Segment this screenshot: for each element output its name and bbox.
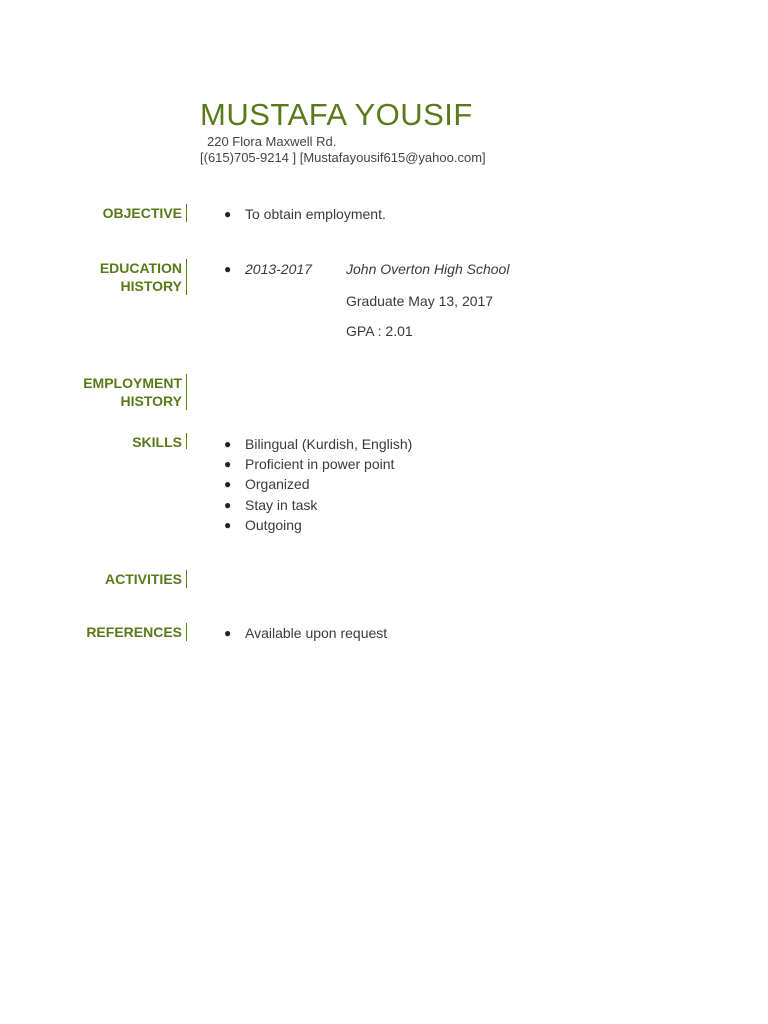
list-item-text: Available upon request	[245, 625, 388, 641]
section-divider	[186, 433, 187, 449]
education-graduation: Graduate May 13, 2017	[346, 293, 494, 309]
section-label-skills: SKILLS	[132, 434, 182, 450]
section-label-objective: OBJECTIVE	[102, 205, 182, 221]
bullet-icon: ●	[224, 262, 232, 276]
list-item	[220, 474, 412, 494]
list-item-text: Bilingual (Kurdish, English)	[245, 436, 413, 452]
resume-name: MUSTAFA YOUSIF	[200, 97, 473, 132]
list-item	[220, 495, 412, 515]
list-item-text: Stay in task	[245, 496, 318, 513]
objective-list	[220, 204, 386, 224]
list-item-text: Organized	[245, 476, 310, 493]
education-school: John Overton High School	[346, 261, 510, 277]
bullet-icon: ●	[224, 517, 232, 532]
education-gpa: GPA : 2.01	[346, 323, 413, 339]
list-item-text: Proficient in power point	[245, 456, 395, 473]
address: 220 Flora Maxwell Rd.	[207, 134, 337, 149]
section-label-line: EDUCATION	[99, 260, 182, 276]
section-label-line: HISTORY	[120, 278, 182, 294]
section-label-line: HISTORY	[120, 393, 182, 409]
bullet-icon: ●	[224, 457, 232, 472]
section-label-education	[100, 259, 182, 295]
list-item	[220, 515, 412, 535]
references-list	[220, 623, 387, 643]
section-divider	[186, 570, 187, 588]
section-label-employment	[83, 374, 182, 410]
bullet-icon: ●	[224, 477, 232, 492]
bullet-icon: ●	[224, 626, 232, 640]
list-item	[220, 454, 412, 474]
list-item	[220, 623, 387, 643]
list-item-text: Outgoing	[245, 516, 302, 533]
bullet-icon: ●	[224, 207, 232, 221]
section-divider	[186, 204, 187, 222]
section-divider	[186, 374, 187, 410]
list-item	[220, 434, 412, 454]
list-item-text: To obtain employment.	[245, 206, 386, 222]
skills-list	[220, 434, 412, 535]
bullet-icon: ●	[224, 437, 232, 451]
bullet-icon: ●	[224, 497, 232, 512]
section-divider	[186, 623, 187, 641]
section-divider	[186, 259, 187, 295]
contact-info: [(615)705-9214 ] [Mustafayousif615@yahoo.com]	[200, 150, 486, 165]
section-label-line: EMPLOYMENT	[83, 375, 182, 391]
list-item	[220, 204, 386, 224]
section-label-references: REFERENCES	[86, 624, 182, 640]
education-years: 2013-2017	[245, 261, 312, 277]
section-label-activities: ACTIVITIES	[104, 571, 182, 587]
